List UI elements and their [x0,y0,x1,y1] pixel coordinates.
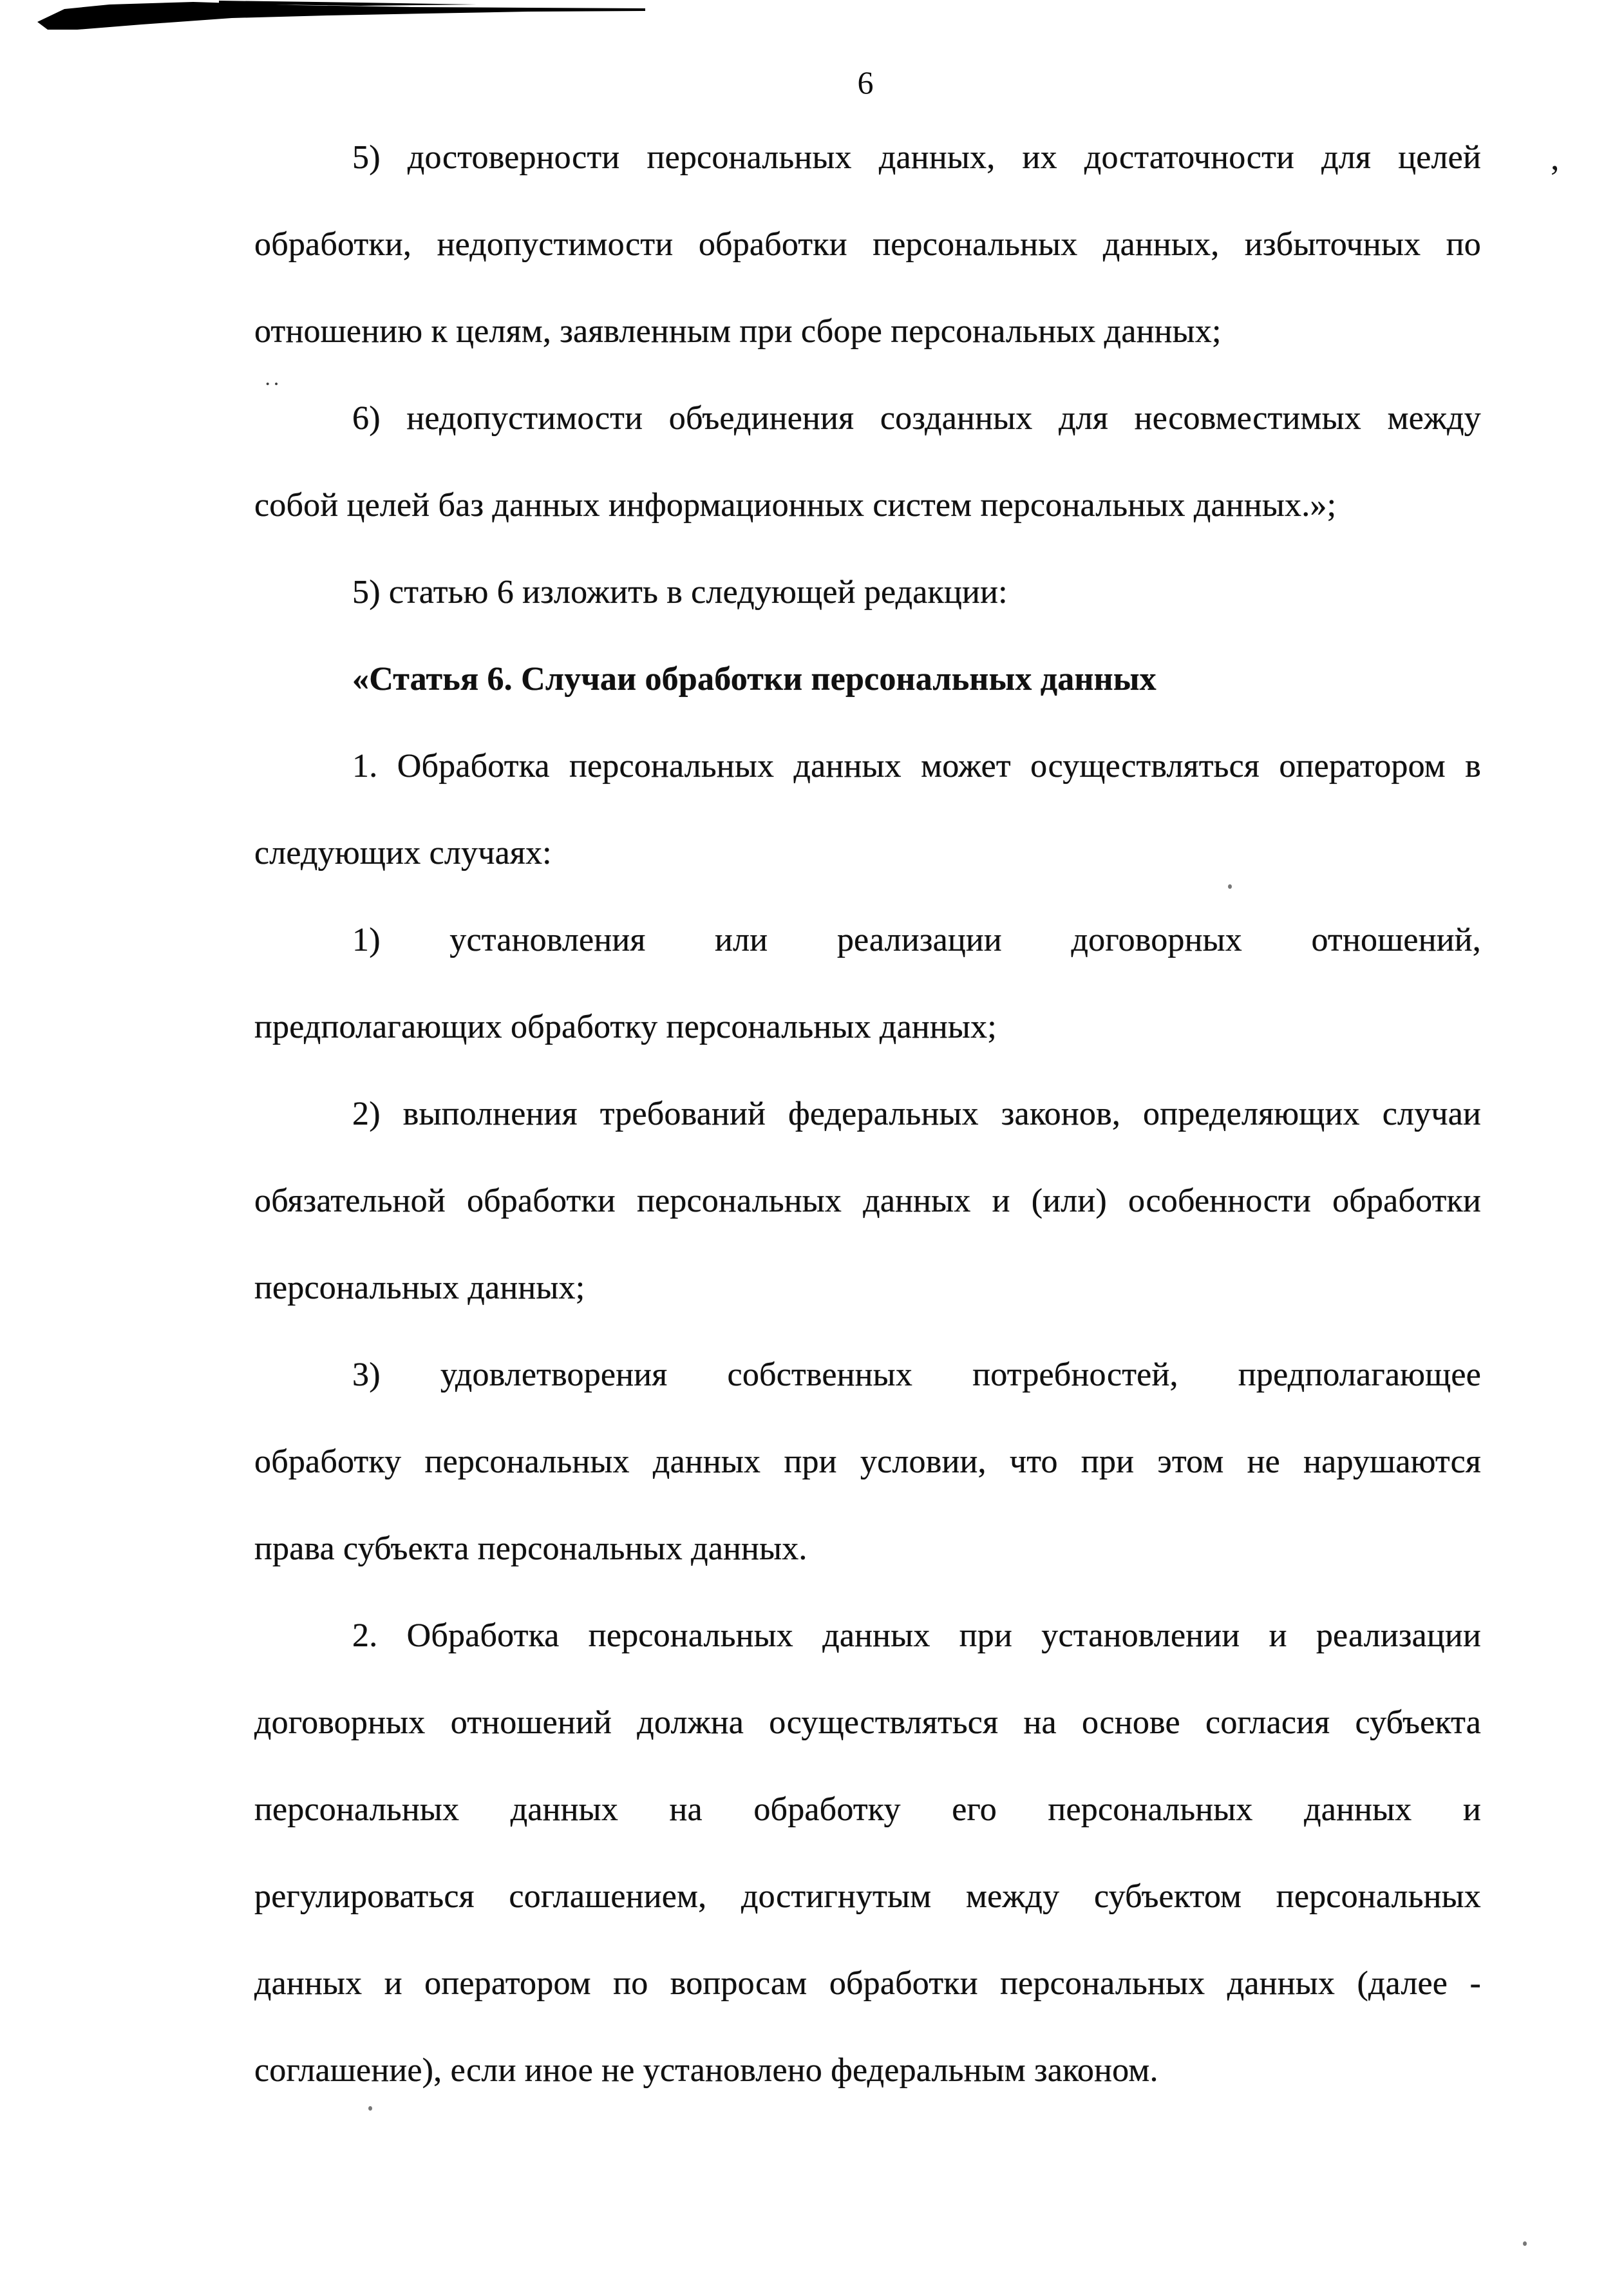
text-line: регулироваться соглашением, достигнутым между субъектом персональных [254,1878,1481,1915]
text-line: соглашение), если иное не установлено федеральным законом. [254,2052,1158,2089]
text-line: 1. Обработка персональных данных может осуществляться оператором в [352,748,1481,784]
scan-artifact-speck [1228,884,1232,889]
text-line: 3) удовлетворения собственных потребностей, предполагающее [352,1356,1481,1393]
text-line: 5) статью 6 изложить в следующей редакции: [352,574,1008,611]
page-number: 6 [857,64,874,100]
scan-artifact-streak [26,0,657,33]
text-line: предполагающих обработку персональных данных; [254,1009,997,1045]
text-line: «Статья 6. Случаи обработки персональных данных [352,661,1157,698]
text-line: 5) достоверности персональных данных, их достаточности для целей [352,139,1481,176]
text-block [254,114,1481,2114]
text-line: персональных данных; [254,1269,585,1306]
text-line: 1) установления или реализации договорных отношений, [352,922,1481,958]
text-line: обработки, недопустимости обработки персональных данных, избыточных по [254,226,1481,263]
text-line: персональных данных на обработку его персональных данных и [254,1791,1481,1828]
text-line: 6) недопустимости объединения созданных для несовместимых между [352,400,1481,437]
scan-artifact-speck [368,2106,372,2111]
text-line: данных и оператором по вопросам обработки персональных данных (далее - [254,1965,1481,2002]
text-line: права субъекта персональных данных. [254,1530,807,1567]
text-line: обязательной обработки персональных данных и (или) особенности обработки [254,1183,1481,1219]
text-line: 2. Обработка персональных данных при установлении и реализации [352,1617,1481,1654]
scan-artifact-comma: , [1551,138,1560,177]
text-line: обработку персональных данных при условии, что при этом не нарушаются [254,1443,1481,1480]
text-line: следующих случаях: [254,835,552,871]
text-line: отношению к целям, заявленным при сборе персональных данных; [254,313,1222,350]
text-line: собой целей баз данных информационных систем персональных данных.»; [254,487,1337,524]
scan-artifact-dots: ·· [264,372,281,396]
scan-artifact-speck [1523,2241,1527,2246]
text-line: 2) выполнения требований федеральных законов, определяющих случаи [352,1096,1481,1132]
text-line: договорных отношений должна осуществляться на основе согласия субъекта [254,1704,1481,1741]
